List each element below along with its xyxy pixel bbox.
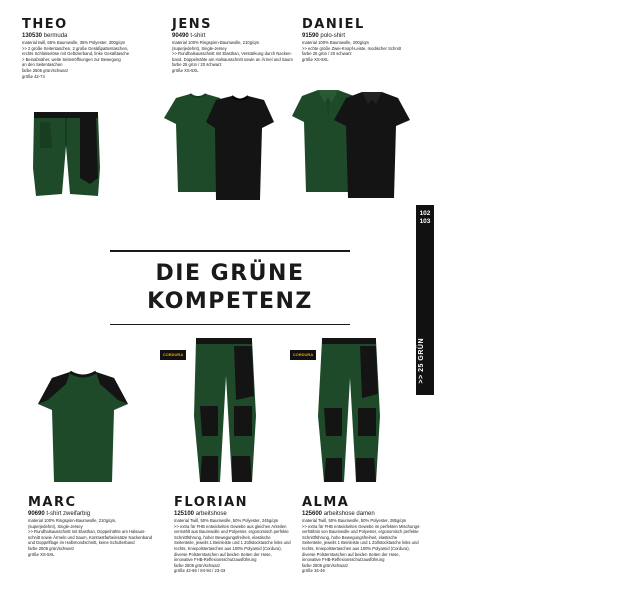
product-daniel: [302, 18, 414, 62]
alma-trousers-image: [314, 336, 384, 484]
product-name: ALMA: [302, 495, 350, 510]
product-florian: [174, 496, 299, 574]
product-jens: [172, 18, 302, 74]
product-name: JENS: [172, 17, 212, 32]
jens-tshirt-image: [160, 92, 275, 202]
product-description: material 100% Baumwolle, 200g/qm >> echte große Zwei-Knopf-Leiste, modischer Schnitt farbe 25 grün / 20 schwarz größe XS-6XL: [302, 40, 401, 62]
product-code: 91590 polo-shirt: [302, 33, 346, 39]
product-name: FLORIAN: [174, 495, 249, 510]
headline-line-1: DIE GRÜNE: [155, 260, 305, 286]
product-description: material Twill, 50% Baumwolle, 50% Polyester, 285g/qm >> extra für FHB entwickeltes Gewebe im perfekten Mischungs- verhältnis von Baumwolle und Polyester, ergonomisch perfekte Schnittführung, hohe Bewegungsfreiheit, elastische Seitenteile, jeweils 1 Beinleiste und 1 Zollstocktasche links und rechts, Kniepolstertaschen aus 100% Polyamid (Cordura), diverse Polsterntaschen auf beiden Seiten der Hose, innovative FHB-Reflexionsschutzausführung farbe 2505 grün/schwarz größe 34-46: [302, 518, 421, 574]
bermuda-shorts-image: [30, 108, 102, 200]
marc-tshirt-image: [36, 370, 130, 486]
page-sidebar-tab: [416, 205, 434, 395]
product-code: 125600 arbeitshose damen: [302, 511, 375, 517]
product-description: material Twill, 50% Baumwolle, 50% Polyester, 245g/qm >> extra für FHB entwickeltes Gewebe aus gleichen Anteilen vermählt aus Baumwolle und Polyester, ergonomisch perfekte Schnittführung, hoher Bewegungsfreiheit, elastische Seitenteile, jeweils 1 Beinleiste und 1 Zollstocktasche links und rechts, Kniepolstertaschen aus 100% Polyamid (Cordura), diverse Polsterntaschen auf beiden Seiten der Hose, innovative FHB-Reflexionsschutzausführung farbe 2505 grün/schwarz größe 42-66 / 84-94 / 23-33: [174, 518, 291, 574]
product-code: 90690 t-shirt zweifarbig: [28, 511, 91, 517]
product-name: DANIEL: [302, 17, 365, 32]
product-description: material 100% Ringspinn-Baumwolle, 210g/qm, (superjedehnt), Single-Jersey >> Rundhalsausschnitt mit Elasthan, Doppelnähte am Halsaus- schnitt sowie Ärmeln und Saum, Kontrastfarbeinsätze Nackenband und Doppelflage im Halbmondschnitt, keine Schulterband farbe 2505 grün/schwarz größe XS-5XL: [28, 518, 153, 557]
product-marc: [28, 496, 158, 557]
headline-line-2: KOMPETENZ: [147, 288, 313, 314]
product-code: 90490 t-shirt: [172, 33, 206, 39]
cordura-logo: CORDURA: [160, 350, 186, 360]
product-alma: [302, 496, 427, 574]
product-name: THEO: [22, 17, 68, 32]
product-theo: [22, 18, 142, 79]
product-description: material 100% Ringspinn-Baumwolle, 210g/qm (superjedehnt), Single-Jersey >> Rundhalsausschnitt mit Elasthan, Verstärkung durch Nacken- band, Doppelnähte am Halsausschnitt sowie an Ärmel und Saum farbe 25 grün / 20 schwarz größe XS-5XL: [172, 40, 293, 73]
headline: [110, 250, 350, 325]
product-description: material twill, 65% Baumwolle, 35% Polyester, 300g/qm >> 2 große Seitentaschen, 2 große Gesäßpattentaschen, rechts Schlüsselöse mit Gelbzierband, linke Gesäßtasche > Beinabnäher, weite Seitenöffnungen zur Bewegung an den Seitentaschen farbe 2505 grün/schwarz größe 42-74: [22, 40, 130, 79]
headline-bottom-rule: [110, 324, 350, 326]
cordura-logo: CORDURA: [290, 350, 316, 360]
product-code: 130530 bermuda: [22, 33, 68, 39]
headline-top-rule: [110, 250, 350, 252]
color-category-label: >> 25 GRÜN: [418, 337, 425, 383]
page-numbers: 102 103: [419, 210, 431, 225]
daniel-polo-image: [288, 88, 412, 200]
product-code: 125100 arbeitshose: [174, 511, 227, 517]
product-name: MARC: [28, 495, 77, 510]
florian-trousers-image: [190, 336, 260, 484]
